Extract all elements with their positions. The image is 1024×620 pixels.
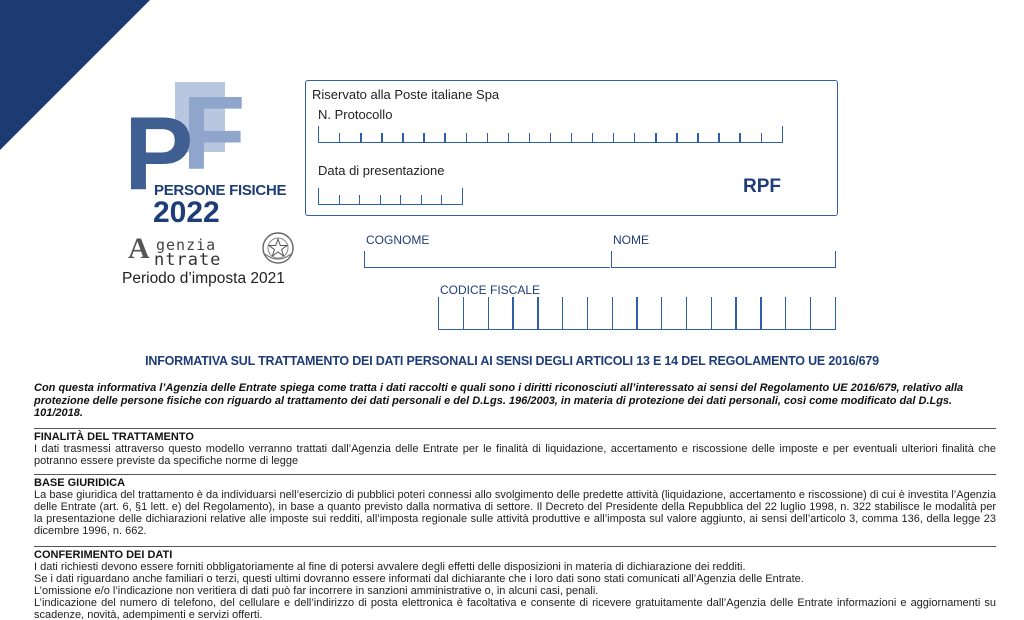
- section-title: CONFERIMENTO DEI DATI: [34, 549, 173, 561]
- comb-tick: [360, 133, 361, 142]
- comb-tick: [537, 297, 538, 329]
- comb-tick: [676, 133, 677, 142]
- comb-tick: [462, 188, 463, 204]
- form-logo: [120, 76, 300, 292]
- section-text: I dati richiesti devono essere forniti obbligatoriamente al fine di potersi avvalere degli effetti delle disposizioni in materia di dichiarazione dei redditi.: [34, 561, 746, 573]
- reserved-box: [305, 80, 838, 216]
- section-text: I dati trasmessi attraverso questo modello verranno trattati dall’Agenzia delle Entrate per le finalità di liquidazione, accertamento e riscossione delle imposte e per eventuali ulteriori finalità che potranno essere previste da specifiche norme di legge: [34, 443, 996, 467]
- privacy-notice-intro: Con questa informativa l’Agenzia delle Entrate spiega come tratta i dati raccolti e quali sono i diritti riconosciuti all’interessato ai sensi del Regolamento UE 2016/679, relativo alla protezione delle persone fisiche con riguardo al trattamento dei dati personali e del D.Lgs. 196/2003, in materia di protezione dei dati personali, così come modificato dal D.Lgs. 101/2018.: [34, 382, 964, 419]
- privacy-notice-heading: INFORMATIVA SUL TRATTAMENTO DEI DATI PERSONALI AI SENSI DEGLI ARTICOLI 13 E 14 DEL REGOLAMENTO UE 2016/679: [145, 354, 879, 368]
- comb-tick: [782, 126, 783, 142]
- tax-code-label: CODICE FISCALE: [440, 283, 541, 297]
- comb-tick: [718, 133, 719, 142]
- comb-tick: [634, 133, 635, 142]
- logo-letter-f: F: [182, 76, 246, 192]
- comb-tick: [400, 195, 401, 204]
- comb-tick: [571, 133, 572, 142]
- name-field[interactable]: [611, 252, 836, 268]
- comb-tick: [529, 133, 530, 142]
- agency-logo-mark: A: [128, 232, 150, 265]
- comb-tick: [423, 133, 424, 142]
- section-data-provision: [34, 546, 996, 620]
- section-purpose: [34, 428, 996, 467]
- submission-date-field[interactable]: [318, 189, 463, 205]
- name-label: NOME: [613, 233, 649, 247]
- comb-tick: [402, 133, 403, 142]
- comb-tick: [697, 133, 698, 142]
- comb-tick: [463, 297, 464, 329]
- comb-tick: [359, 195, 360, 204]
- comb-tick: [512, 297, 513, 329]
- comb-tick: [761, 133, 762, 142]
- agency-name-line1: genzia: [156, 236, 217, 254]
- section-legal-basis: [34, 474, 996, 537]
- comb-tick: [318, 126, 319, 142]
- comb-tick: [444, 133, 445, 142]
- tax-code-field[interactable]: [438, 298, 836, 330]
- comb-tick: [613, 133, 614, 142]
- section-title: BASE GIURIDICA: [34, 477, 126, 489]
- comb-tick: [339, 133, 340, 142]
- tax-period: Periodo d’imposta 2021: [122, 270, 285, 287]
- surname-field[interactable]: [364, 252, 610, 268]
- comb-tick: [760, 297, 761, 329]
- protocol-label: N. Protocollo: [318, 107, 393, 122]
- section-title: FINALITÀ DEL TRATTAMENTO: [34, 431, 194, 443]
- comb-tick: [810, 297, 811, 329]
- protocol-number-field[interactable]: [318, 127, 783, 143]
- comb-tick: [612, 297, 613, 329]
- comb-tick: [686, 297, 687, 329]
- comb-tick: [739, 133, 740, 142]
- comb-tick: [636, 297, 637, 329]
- comb-tick: [655, 133, 656, 142]
- section-text: Se i dati riguardano anche familiari o terzi, questi ultimi dovranno essere informati dal dichiarante che i loro dati sono stati comunicati all’Agenzia delle Entrate.: [34, 573, 804, 585]
- comb-tick: [438, 297, 439, 329]
- reserved-title: Riservato alla Poste italiane Spa: [312, 87, 500, 102]
- comb-tick: [550, 133, 551, 142]
- section-text: La base giuridica del trattamento è da individuarsi nell’esercizio di pubblici poteri connessi allo svolgimento delle predette attività (liquidazione, accertamento e riscossione) di cui è investita l’Agenzia delle Entrate (art. 6, §1 lett. e) del Regolamento), in base a quanto previsto dalla normativa di settore. Il Decreto del Presidente della Repubblica del 22 luglio 1998, n. 322 stabilisce le modalità per la presentazione delle dichiarazioni relative alle imposte sui redditi, all’imposta regionale sulle attività produttive e all’imposta sul valore aggiunto, ai sensi dell’articolo 3, comma 136, della legge 23 dicembre 1996, n. 662.: [34, 489, 996, 537]
- submission-date-label: Data di presentazione: [318, 163, 445, 178]
- comb-tick: [508, 133, 509, 142]
- comb-tick: [587, 297, 588, 329]
- comb-tick: [466, 133, 467, 142]
- surname-label: COGNOME: [366, 233, 430, 247]
- comb-tick: [381, 133, 382, 142]
- form-label: PERSONE FISICHE: [154, 182, 287, 199]
- comb-tick: [318, 188, 319, 204]
- comb-tick: [711, 297, 712, 329]
- comb-tick: [339, 195, 340, 204]
- comb-tick: [421, 195, 422, 204]
- agency-name-line2: ntrate: [154, 250, 222, 270]
- comb-tick: [735, 297, 736, 329]
- logo-letter-p: P: [124, 96, 190, 212]
- form-year: 2022: [153, 196, 220, 229]
- section-text: L’omissione e/o l’indicazione non veritiera di dati può far incorrere in sanzioni amministrative o, in alcuni casi, penali.: [34, 585, 599, 597]
- comb-tick: [562, 297, 563, 329]
- comb-tick: [592, 133, 593, 142]
- republic-emblem-icon: [260, 230, 296, 266]
- comb-tick: [380, 195, 381, 204]
- comb-tick: [661, 297, 662, 329]
- comb-tick: [487, 133, 488, 142]
- form-code: RPF: [743, 176, 781, 197]
- comb-tick: [488, 297, 489, 329]
- agency-logo: [124, 230, 294, 272]
- comb-tick: [835, 297, 836, 329]
- section-text: L’indicazione del numero di telefono, del cellulare e dell’indirizzo di posta elettronica è facoltativa e consente di ricevere gratuitamente dall’Agenzia delle Entrate informazioni e aggiornamenti su scadenze, novità, adempimenti e servizi offerti.: [34, 597, 996, 620]
- comb-tick: [441, 195, 442, 204]
- comb-tick: [785, 297, 786, 329]
